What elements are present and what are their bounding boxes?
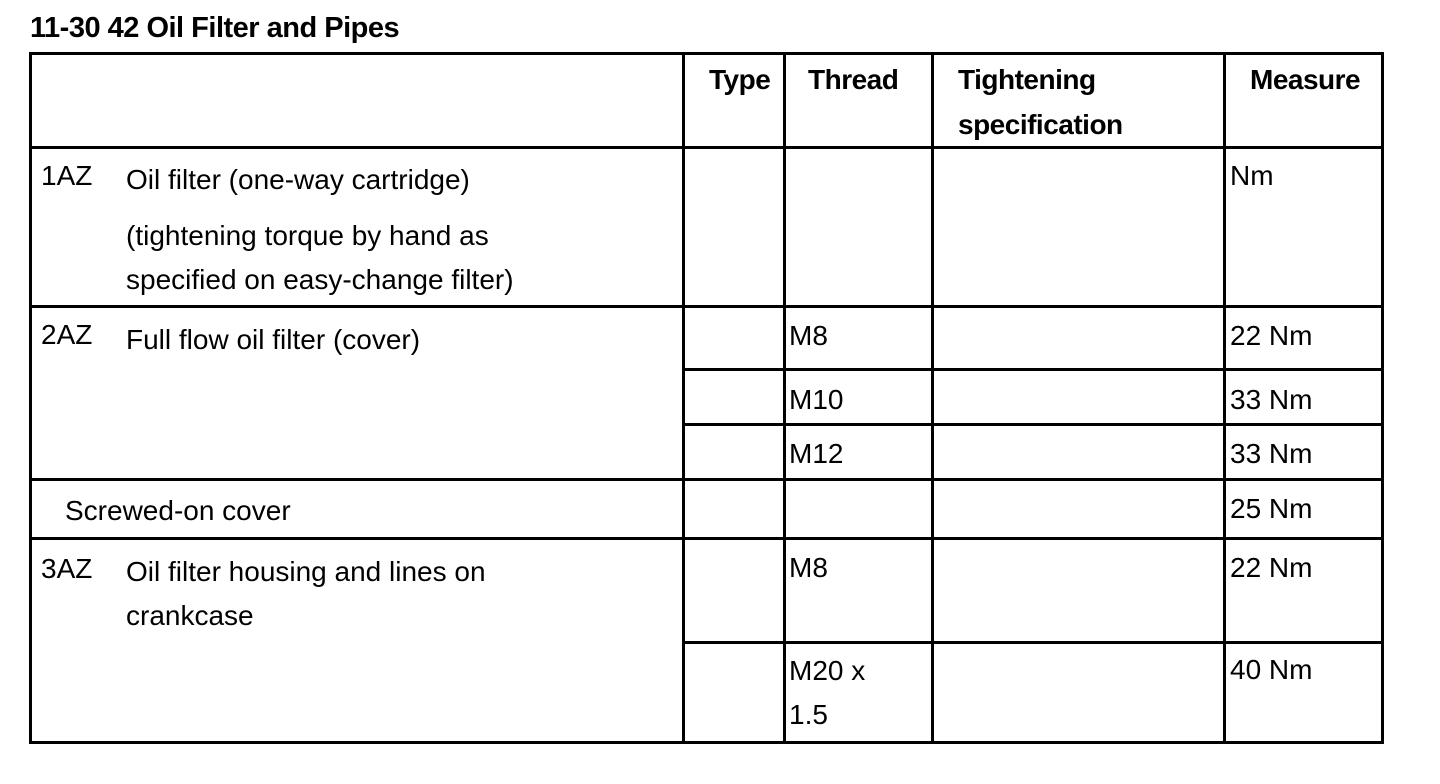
column-divider xyxy=(783,52,786,744)
subrow-measure: 40 Nm xyxy=(1230,654,1313,685)
subrow-thread-line1: M20 x xyxy=(789,655,866,686)
row-description: Oil filter (one-way cartridge) xyxy=(126,164,470,195)
column-divider xyxy=(931,52,934,744)
subrow-thread: M8 xyxy=(789,320,828,351)
subrow-thread-line2: 1.5 xyxy=(789,699,828,730)
subrow-divider xyxy=(682,423,1384,426)
row-measure: Nm xyxy=(1230,160,1274,191)
row-note-line2: specified on easy-change filter) xyxy=(126,264,514,295)
row-description: Screwed-on cover xyxy=(65,495,291,526)
header-type: Type xyxy=(709,64,771,95)
row-divider xyxy=(29,146,1384,149)
row-description: Full flow oil filter (cover) xyxy=(126,324,421,355)
column-divider xyxy=(682,52,685,744)
subrow-measure: 22 Nm xyxy=(1230,320,1313,351)
page-title: 11-30 42 Oil Filter and Pipes xyxy=(30,12,400,44)
row-code: 2AZ xyxy=(41,319,93,350)
row-description-line1: Oil filter housing and lines on xyxy=(126,556,486,587)
subrow-measure: 33 Nm xyxy=(1230,384,1313,415)
subrow-divider xyxy=(682,368,1384,371)
column-divider xyxy=(1223,52,1226,744)
row-note-line1: (tightening torque by hand as xyxy=(126,220,489,251)
header-thread: Thread xyxy=(808,64,899,95)
row-description-line2: crankcase xyxy=(126,600,254,631)
row-divider xyxy=(29,305,1384,308)
subrow-divider xyxy=(682,641,1384,644)
subrow-thread: M8 xyxy=(789,552,828,583)
row-divider xyxy=(29,478,1384,481)
subrow-thread: M10 xyxy=(789,384,844,415)
header-tightening-line1: Tightening xyxy=(958,64,1096,95)
row-code: 3AZ xyxy=(41,553,93,584)
subrow-measure: 22 Nm xyxy=(1230,552,1313,583)
subrow-thread: M12 xyxy=(789,438,844,469)
row-divider xyxy=(29,537,1384,540)
row-measure: 25 Nm xyxy=(1230,493,1313,524)
header-measure: Measure xyxy=(1250,64,1361,95)
subrow-measure: 33 Nm xyxy=(1230,438,1313,469)
header-tightening-line2: specification xyxy=(958,109,1123,140)
row-code: 1AZ xyxy=(41,160,93,191)
